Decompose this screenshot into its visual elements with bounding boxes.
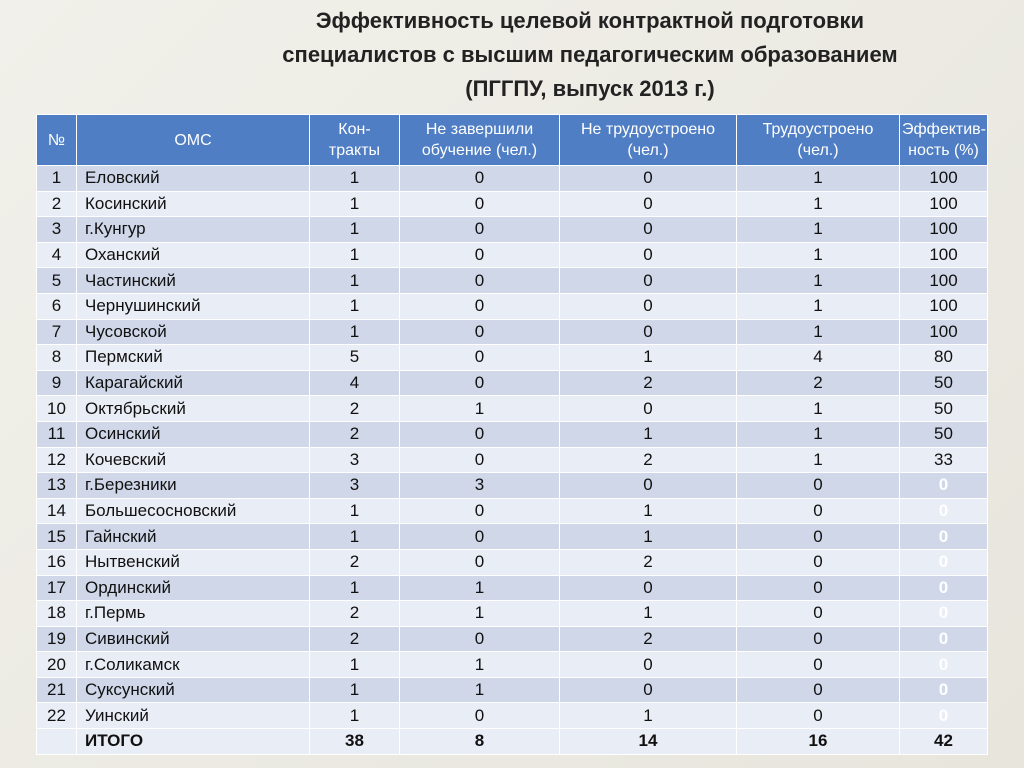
row-not-finished: 0 — [400, 166, 560, 192]
row-not-finished: 0 — [400, 421, 560, 447]
header-not-employed: Не трудоустроено (чел.) — [560, 115, 737, 166]
row-not-finished: 0 — [400, 498, 560, 524]
row-efficiency: 0 — [900, 703, 988, 729]
row-number: 13 — [37, 473, 77, 499]
row-not-finished: 0 — [400, 549, 560, 575]
row-oms-name: Чусовской — [77, 319, 310, 345]
row-number: 3 — [37, 217, 77, 243]
row-contracts: 2 — [310, 421, 400, 447]
table-row — [37, 319, 988, 345]
row-efficiency: 80 — [900, 345, 988, 371]
row-not-employed: 0 — [560, 268, 737, 294]
row-not-employed: 0 — [560, 396, 737, 422]
row-not-finished: 0 — [400, 293, 560, 319]
row-employed: 0 — [737, 652, 900, 678]
row-efficiency: 100 — [900, 268, 988, 294]
row-number: 20 — [37, 652, 77, 678]
row-oms-name: Карагайский — [77, 370, 310, 396]
table-row — [37, 293, 988, 319]
header-contracts: Кон- тракты — [310, 115, 400, 166]
table-row — [37, 626, 988, 652]
row-not-employed: 2 — [560, 549, 737, 575]
row-number: 4 — [37, 242, 77, 268]
row-contracts: 1 — [310, 191, 400, 217]
row-efficiency: 50 — [900, 421, 988, 447]
row-efficiency: 50 — [900, 370, 988, 396]
row-employed: 0 — [737, 626, 900, 652]
header-employed: Трудоустроено (чел.) — [737, 115, 900, 166]
row-employed: 1 — [737, 421, 900, 447]
row-not-employed: 0 — [560, 319, 737, 345]
row-not-employed: 0 — [560, 473, 737, 499]
row-number: 19 — [37, 626, 77, 652]
row-not-finished: 0 — [400, 191, 560, 217]
table-row — [37, 473, 988, 499]
row-number: 2 — [37, 191, 77, 217]
row-oms-name: Большесосновский — [77, 498, 310, 524]
row-not-employed: 0 — [560, 217, 737, 243]
row-oms-name: г.Соликамск — [77, 652, 310, 678]
row-not-finished: 0 — [400, 319, 560, 345]
row-oms-name: г.Березники — [77, 473, 310, 499]
total-not-finished: 8 — [400, 729, 560, 755]
row-employed: 0 — [737, 524, 900, 550]
row-not-employed: 0 — [560, 677, 737, 703]
row-not-finished: 0 — [400, 268, 560, 294]
total-contracts: 38 — [310, 729, 400, 755]
row-contracts: 1 — [310, 498, 400, 524]
row-efficiency: 0 — [900, 652, 988, 678]
table-row — [37, 703, 988, 729]
total-not-employed: 14 — [560, 729, 737, 755]
row-number: 17 — [37, 575, 77, 601]
table-row — [37, 345, 988, 371]
row-number: 5 — [37, 268, 77, 294]
row-not-finished: 0 — [400, 626, 560, 652]
table-row — [37, 498, 988, 524]
row-employed: 0 — [737, 703, 900, 729]
table-total-row — [37, 729, 988, 755]
row-not-finished: 0 — [400, 370, 560, 396]
row-oms-name: Еловский — [77, 166, 310, 192]
row-employed: 1 — [737, 242, 900, 268]
row-efficiency: 0 — [900, 524, 988, 550]
row-contracts: 2 — [310, 549, 400, 575]
title-line-2: специалистов с высшим педагогическим образованием — [282, 42, 898, 67]
table-row — [37, 242, 988, 268]
row-contracts: 1 — [310, 677, 400, 703]
row-contracts: 3 — [310, 473, 400, 499]
row-oms-name: Гайнский — [77, 524, 310, 550]
row-not-employed: 0 — [560, 191, 737, 217]
row-contracts: 1 — [310, 217, 400, 243]
row-not-finished: 0 — [400, 447, 560, 473]
row-contracts: 5 — [310, 345, 400, 371]
row-contracts: 1 — [310, 524, 400, 550]
row-efficiency: 100 — [900, 319, 988, 345]
row-employed: 1 — [737, 268, 900, 294]
row-not-employed: 0 — [560, 166, 737, 192]
row-oms-name: Нытвенский — [77, 549, 310, 575]
row-oms-name: Частинский — [77, 268, 310, 294]
efficiency-table — [36, 114, 988, 755]
row-efficiency: 0 — [900, 473, 988, 499]
row-efficiency: 0 — [900, 601, 988, 627]
row-oms-name: Уинский — [77, 703, 310, 729]
row-not-employed: 1 — [560, 703, 737, 729]
row-employed: 0 — [737, 549, 900, 575]
table-row — [37, 652, 988, 678]
row-number: 1 — [37, 166, 77, 192]
row-employed: 2 — [737, 370, 900, 396]
row-efficiency: 100 — [900, 217, 988, 243]
table-row — [37, 601, 988, 627]
row-not-finished: 0 — [400, 242, 560, 268]
row-employed: 1 — [737, 166, 900, 192]
row-contracts: 2 — [310, 601, 400, 627]
row-efficiency: 0 — [900, 498, 988, 524]
row-not-employed: 1 — [560, 601, 737, 627]
row-number: 11 — [37, 421, 77, 447]
row-contracts: 4 — [310, 370, 400, 396]
row-oms-name: Оханский — [77, 242, 310, 268]
row-not-finished: 1 — [400, 601, 560, 627]
row-efficiency: 0 — [900, 626, 988, 652]
row-contracts: 1 — [310, 575, 400, 601]
row-efficiency: 50 — [900, 396, 988, 422]
row-efficiency: 0 — [900, 575, 988, 601]
row-contracts: 1 — [310, 293, 400, 319]
row-contracts: 1 — [310, 268, 400, 294]
row-efficiency: 33 — [900, 447, 988, 473]
row-oms-name: Чернушинский — [77, 293, 310, 319]
row-oms-name: Осинский — [77, 421, 310, 447]
row-number: 7 — [37, 319, 77, 345]
row-not-employed: 0 — [560, 575, 737, 601]
row-number: 21 — [37, 677, 77, 703]
table-row — [37, 268, 988, 294]
row-not-employed: 2 — [560, 626, 737, 652]
row-oms-name: Ординский — [77, 575, 310, 601]
row-not-finished: 0 — [400, 524, 560, 550]
row-employed: 1 — [737, 447, 900, 473]
row-employed: 1 — [737, 217, 900, 243]
row-employed: 0 — [737, 601, 900, 627]
row-not-finished: 1 — [400, 677, 560, 703]
row-employed: 0 — [737, 677, 900, 703]
row-not-finished: 0 — [400, 217, 560, 243]
row-employed: 0 — [737, 498, 900, 524]
table-row — [37, 191, 988, 217]
row-number: 22 — [37, 703, 77, 729]
row-not-employed: 1 — [560, 421, 737, 447]
table-row — [37, 421, 988, 447]
row-contracts: 1 — [310, 166, 400, 192]
row-efficiency: 0 — [900, 677, 988, 703]
header-oms: ОМС — [77, 115, 310, 166]
row-not-employed: 1 — [560, 498, 737, 524]
table-header-row — [37, 115, 988, 166]
row-contracts: 1 — [310, 652, 400, 678]
title-line-1: Эффективность целевой контрактной подготовки — [315, 8, 865, 33]
row-oms-name: Суксунский — [77, 677, 310, 703]
row-oms-name: Октябрьский — [77, 396, 310, 422]
table-row — [37, 575, 988, 601]
row-employed: 4 — [737, 345, 900, 371]
row-oms-name: Кочевский — [77, 447, 310, 473]
row-not-finished: 0 — [400, 345, 560, 371]
total-number — [37, 729, 77, 755]
table-row — [37, 677, 988, 703]
table-row — [37, 447, 988, 473]
row-oms-name: г.Кунгур — [77, 217, 310, 243]
row-number: 9 — [37, 370, 77, 396]
header-num: № — [37, 115, 77, 166]
title-line-3: (ПГГПУ, выпуск 2013 г.) — [465, 76, 715, 101]
row-not-finished: 1 — [400, 652, 560, 678]
row-efficiency: 0 — [900, 549, 988, 575]
table-row — [37, 166, 988, 192]
row-not-employed: 0 — [560, 293, 737, 319]
row-oms-name: Пермский — [77, 345, 310, 371]
row-not-finished: 1 — [400, 396, 560, 422]
row-contracts: 1 — [310, 703, 400, 729]
row-number: 10 — [37, 396, 77, 422]
table-row — [37, 549, 988, 575]
row-contracts: 1 — [310, 242, 400, 268]
row-not-finished: 1 — [400, 575, 560, 601]
row-number: 18 — [37, 601, 77, 627]
row-contracts: 2 — [310, 396, 400, 422]
total-efficiency: 42 — [900, 729, 988, 755]
row-employed: 1 — [737, 293, 900, 319]
row-employed: 0 — [737, 473, 900, 499]
row-not-finished: 0 — [400, 703, 560, 729]
row-number: 8 — [37, 345, 77, 371]
page-title — [200, 4, 980, 106]
row-efficiency: 100 — [900, 191, 988, 217]
table-row — [37, 370, 988, 396]
total-employed: 16 — [737, 729, 900, 755]
table-row — [37, 396, 988, 422]
row-employed: 1 — [737, 191, 900, 217]
row-number: 6 — [37, 293, 77, 319]
row-number: 14 — [37, 498, 77, 524]
row-contracts: 1 — [310, 319, 400, 345]
header-efficiency: Эффектив- ность (%) — [900, 115, 988, 166]
table-row — [37, 524, 988, 550]
row-not-employed: 0 — [560, 242, 737, 268]
row-contracts: 2 — [310, 626, 400, 652]
row-number: 12 — [37, 447, 77, 473]
total-oms-name: ИТОГО — [77, 729, 310, 755]
row-not-finished: 3 — [400, 473, 560, 499]
row-oms-name: Косинский — [77, 191, 310, 217]
row-employed: 1 — [737, 319, 900, 345]
row-not-employed: 1 — [560, 524, 737, 550]
row-efficiency: 100 — [900, 242, 988, 268]
row-number: 15 — [37, 524, 77, 550]
row-efficiency: 100 — [900, 293, 988, 319]
header-not-finished: Не завершили обучение (чел.) — [400, 115, 560, 166]
table-row — [37, 217, 988, 243]
row-employed: 1 — [737, 396, 900, 422]
row-oms-name: Сивинский — [77, 626, 310, 652]
row-efficiency: 100 — [900, 166, 988, 192]
row-contracts: 3 — [310, 447, 400, 473]
row-not-employed: 1 — [560, 345, 737, 371]
row-not-employed: 2 — [560, 447, 737, 473]
row-employed: 0 — [737, 575, 900, 601]
row-not-employed: 2 — [560, 370, 737, 396]
row-not-employed: 0 — [560, 652, 737, 678]
row-oms-name: г.Пермь — [77, 601, 310, 627]
row-number: 16 — [37, 549, 77, 575]
